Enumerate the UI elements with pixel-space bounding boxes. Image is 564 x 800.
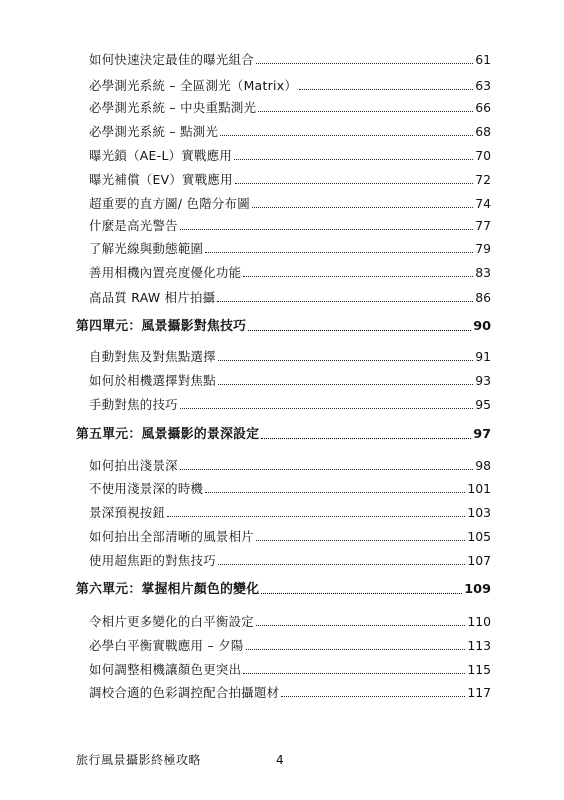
toc-entry-title: 如何拍出淺景深 [89,458,178,473]
toc-entry[interactable] [89,477,491,497]
toc-entry-page: 93 [475,373,491,388]
toc-entry-title: 如何拍出全部清晰的風景相片 [89,529,254,544]
dot-leader [243,673,465,674]
dot-leader [180,408,473,409]
toc-entry[interactable] [89,658,491,678]
toc-chapter-page: 109 [464,582,491,597]
toc-entry-page: 105 [467,529,491,544]
toc-entry-page: 61 [475,52,491,67]
dot-leader [205,492,465,493]
toc-entry-page: 86 [475,290,491,305]
toc-chapter-title: 第五單元：風景攝影的景深設定 [76,427,260,442]
toc-entry-page: 77 [475,218,491,233]
dot-leader [243,276,473,277]
page-footer [76,752,376,770]
toc-entry-title: 高品質 RAW 相片拍攝 [89,290,216,305]
toc-entry-title: 自動對焦及對焦點選擇 [89,349,216,364]
toc-entry-page: 91 [475,349,491,364]
toc-entry-title: 使用超焦距的對焦技巧 [89,553,216,568]
toc-entry-title: 不使用淺景深的時機 [89,481,204,496]
toc-entry-page: 95 [475,397,491,412]
dot-leader [261,438,471,439]
toc-entry[interactable] [89,369,491,389]
toc-chapter-title: 第六單元：掌握相片顏色的變化 [76,582,260,597]
toc-entry-title: 曝光補償（EV）實戰應用 [89,172,233,187]
dot-leader [261,593,462,594]
toc-entry-title: 必學測光系統 – 點測光 [89,124,219,139]
dot-leader [205,252,473,253]
dot-leader [218,360,473,361]
toc-entry[interactable] [89,168,491,188]
dot-leader [218,384,473,385]
toc-entry[interactable] [89,454,491,474]
toc-entry[interactable] [89,74,491,94]
toc-entry[interactable] [89,393,491,413]
toc-chapter-entry[interactable] [76,578,491,598]
dot-leader [218,564,465,565]
toc-entry-page: 117 [467,685,491,700]
toc-entry-title: 曝光鎖（AE-L）實戰應用 [89,148,233,163]
toc-entry-title: 如何於相機選擇對焦點 [89,373,216,388]
toc-entry[interactable] [89,286,491,306]
toc-entry-page: 98 [475,458,491,473]
toc-entry-page: 115 [467,662,491,677]
toc-entry-page: 110 [467,614,491,629]
toc-entry[interactable] [89,610,491,630]
toc-entry-title: 調校合適的色彩調控配合拍攝題材 [89,685,280,700]
dot-leader [180,469,473,470]
toc-entry[interactable] [89,345,491,365]
toc-entry-page: 70 [475,148,491,163]
dot-leader [281,696,465,697]
toc-chapter-page: 90 [473,319,491,334]
toc-entry-title: 超重要的直方圖/ 色階分布圖 [89,196,251,211]
toc-entry[interactable] [89,549,491,569]
toc-entry[interactable] [89,681,491,701]
toc-entry-page: 74 [475,196,491,211]
toc-entry[interactable] [89,48,491,68]
toc-entry-title: 如何快速決定最佳的曝光組合 [89,52,254,67]
toc-entry-title: 必學白平衡實戰應用 – 夕陽 [89,638,244,653]
dot-leader [167,516,465,517]
toc-entry[interactable] [89,261,491,281]
toc-entry-title: 令相片更多變化的白平衡設定 [89,614,254,629]
toc-entry[interactable] [89,501,491,521]
dot-leader [252,207,473,208]
dot-leader [256,63,473,64]
toc-chapter-entry[interactable] [76,423,491,443]
toc-entry-title: 善用相機內置亮度優化功能 [89,265,242,280]
toc-entry-page: 66 [475,100,491,115]
dot-leader [256,625,465,626]
dot-leader [256,540,465,541]
toc-entry-title: 了解光線與動態範圍 [89,241,204,256]
toc-entry-page: 83 [475,265,491,280]
toc-chapter-page: 97 [473,427,491,442]
dot-leader [217,301,473,302]
toc-entry-title: 手動對焦的技巧 [89,397,178,412]
dot-leader [246,649,466,650]
dot-leader [220,135,473,136]
toc-entry-page: 107 [467,553,491,568]
toc-chapter-entry[interactable] [76,315,491,335]
toc-entry[interactable] [89,144,491,164]
toc-entry-page: 103 [467,505,491,520]
toc-entry-page: 63 [475,78,491,93]
toc-entry-page: 72 [475,172,491,187]
toc-entry-page: 101 [467,481,491,496]
toc-entry-title: 必學測光系統 – 中央重點測光 [89,100,257,115]
toc-entry-title: 景深預視按鈕 [89,505,166,520]
toc-entry-title: 什麼是高光警告 [89,218,178,233]
toc-entry-page: 79 [475,241,491,256]
toc-entry[interactable] [89,96,491,116]
toc-entry[interactable] [89,237,491,257]
dot-leader [235,183,473,184]
book-title: 旅行風景攝影終極攻略 [76,753,202,767]
toc-entry[interactable] [89,214,491,234]
dot-leader [180,229,473,230]
dot-leader [258,111,473,112]
dot-leader [248,330,471,331]
toc-entry[interactable] [89,120,491,140]
toc-entry-title: 必學測光系統 – 全區測光（Matrix） [89,78,298,93]
toc-entry[interactable] [89,192,491,212]
toc-entry-page: 68 [475,124,491,139]
toc-entry-page: 113 [467,638,491,653]
dot-leader [234,159,473,160]
page-number: 4 [276,753,284,767]
toc-chapter-title: 第四單元：風景攝影對焦技巧 [76,319,247,334]
toc-entry-title: 如何調整相機讓顏色更突出 [89,662,242,677]
dot-leader [299,89,473,90]
toc-entry[interactable] [89,525,491,545]
toc-entry[interactable] [89,634,491,654]
